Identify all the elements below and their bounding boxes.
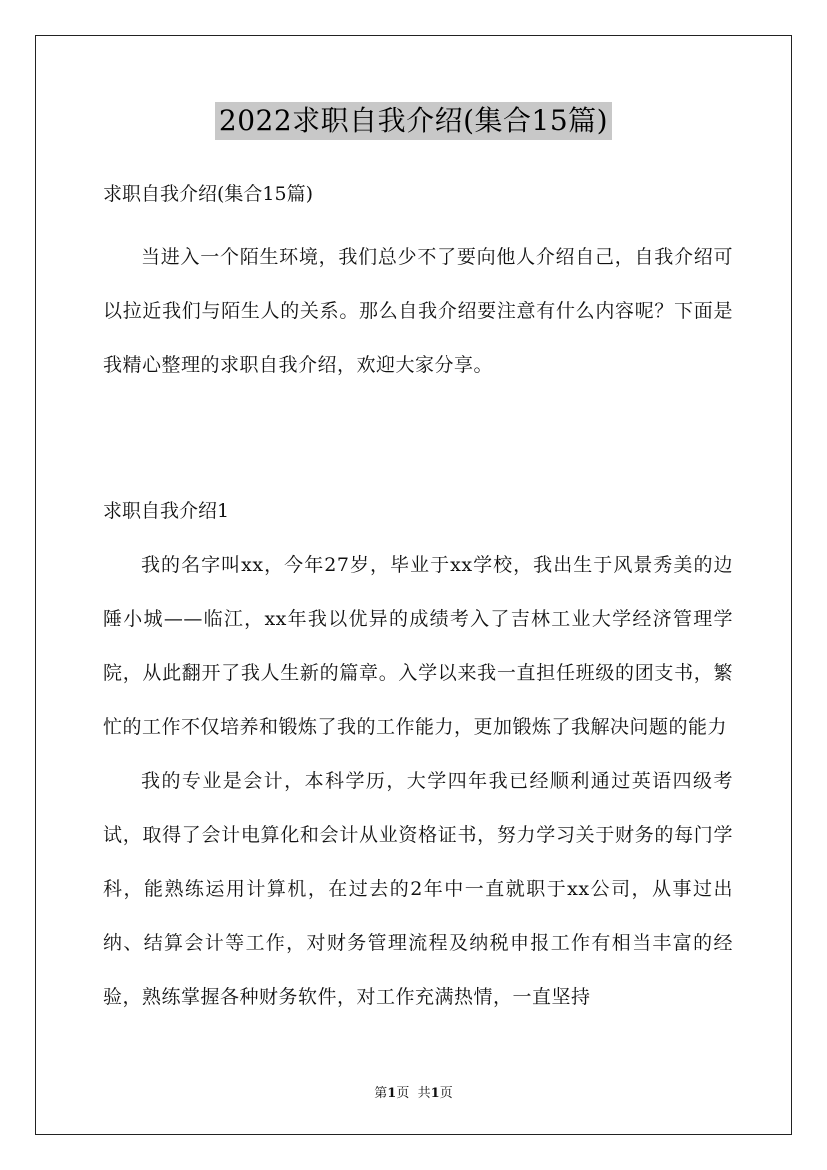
page-footer bbox=[0, 1082, 827, 1101]
footer-page-prefix: 第 bbox=[374, 1086, 388, 1101]
section-spacer bbox=[103, 392, 733, 484]
footer-page-suffix: 页 bbox=[396, 1086, 410, 1101]
footer-total-prefix: 共 bbox=[417, 1086, 431, 1101]
footer-total-suffix: 页 bbox=[439, 1086, 453, 1101]
section-heading: 求职自我介绍1 bbox=[103, 500, 230, 522]
document-title: 2022求职自我介绍(集合15篇) bbox=[215, 102, 612, 140]
title-container bbox=[0, 102, 827, 140]
footer-total-number: 1 bbox=[430, 1086, 440, 1101]
body-paragraph: 我的名字叫xx，今年27岁，毕业于xx学校，我出生于风景秀美的边陲小城——临江，xx年我以优异的成绩考入了吉林工业大学经济管理学院，从此翻开了我人生新的篇章。入学以来我一直担任班级的团支书，繁忙的工作不仅培养和锻炼了我的工作能力，更加锻炼了我解决问题的能力 bbox=[103, 554, 733, 738]
body-paragraph: 我的专业是会计，本科学历，大学四年我已经顺利通过英语四级考试，取得了会计电算化和会计从业资格证书，努力学习关于财务的每门学科，能熟练运用计算机，在过去的2年中一直就职于xx公司，从事过出纳、结算会计等工作，对财务管理流程及纳税申报工作有相当丰富的经验，熟练掌握各种财务软件，对工作充满热情，一直坚持 bbox=[103, 770, 733, 1008]
footer-page-number: 1 bbox=[387, 1086, 397, 1101]
intro-paragraph: 当进入一个陌生环境，我们总少不了要向他人介绍自己，自我介绍可以拉近我们与陌生人的关系。那么自我介绍要注意有什么内容呢？下面是我精心整理的求职自我介绍，欢迎大家分享。 bbox=[103, 246, 733, 376]
document-subtitle: 求职自我介绍(集合15篇) bbox=[103, 183, 314, 205]
document-body bbox=[103, 176, 733, 1024]
